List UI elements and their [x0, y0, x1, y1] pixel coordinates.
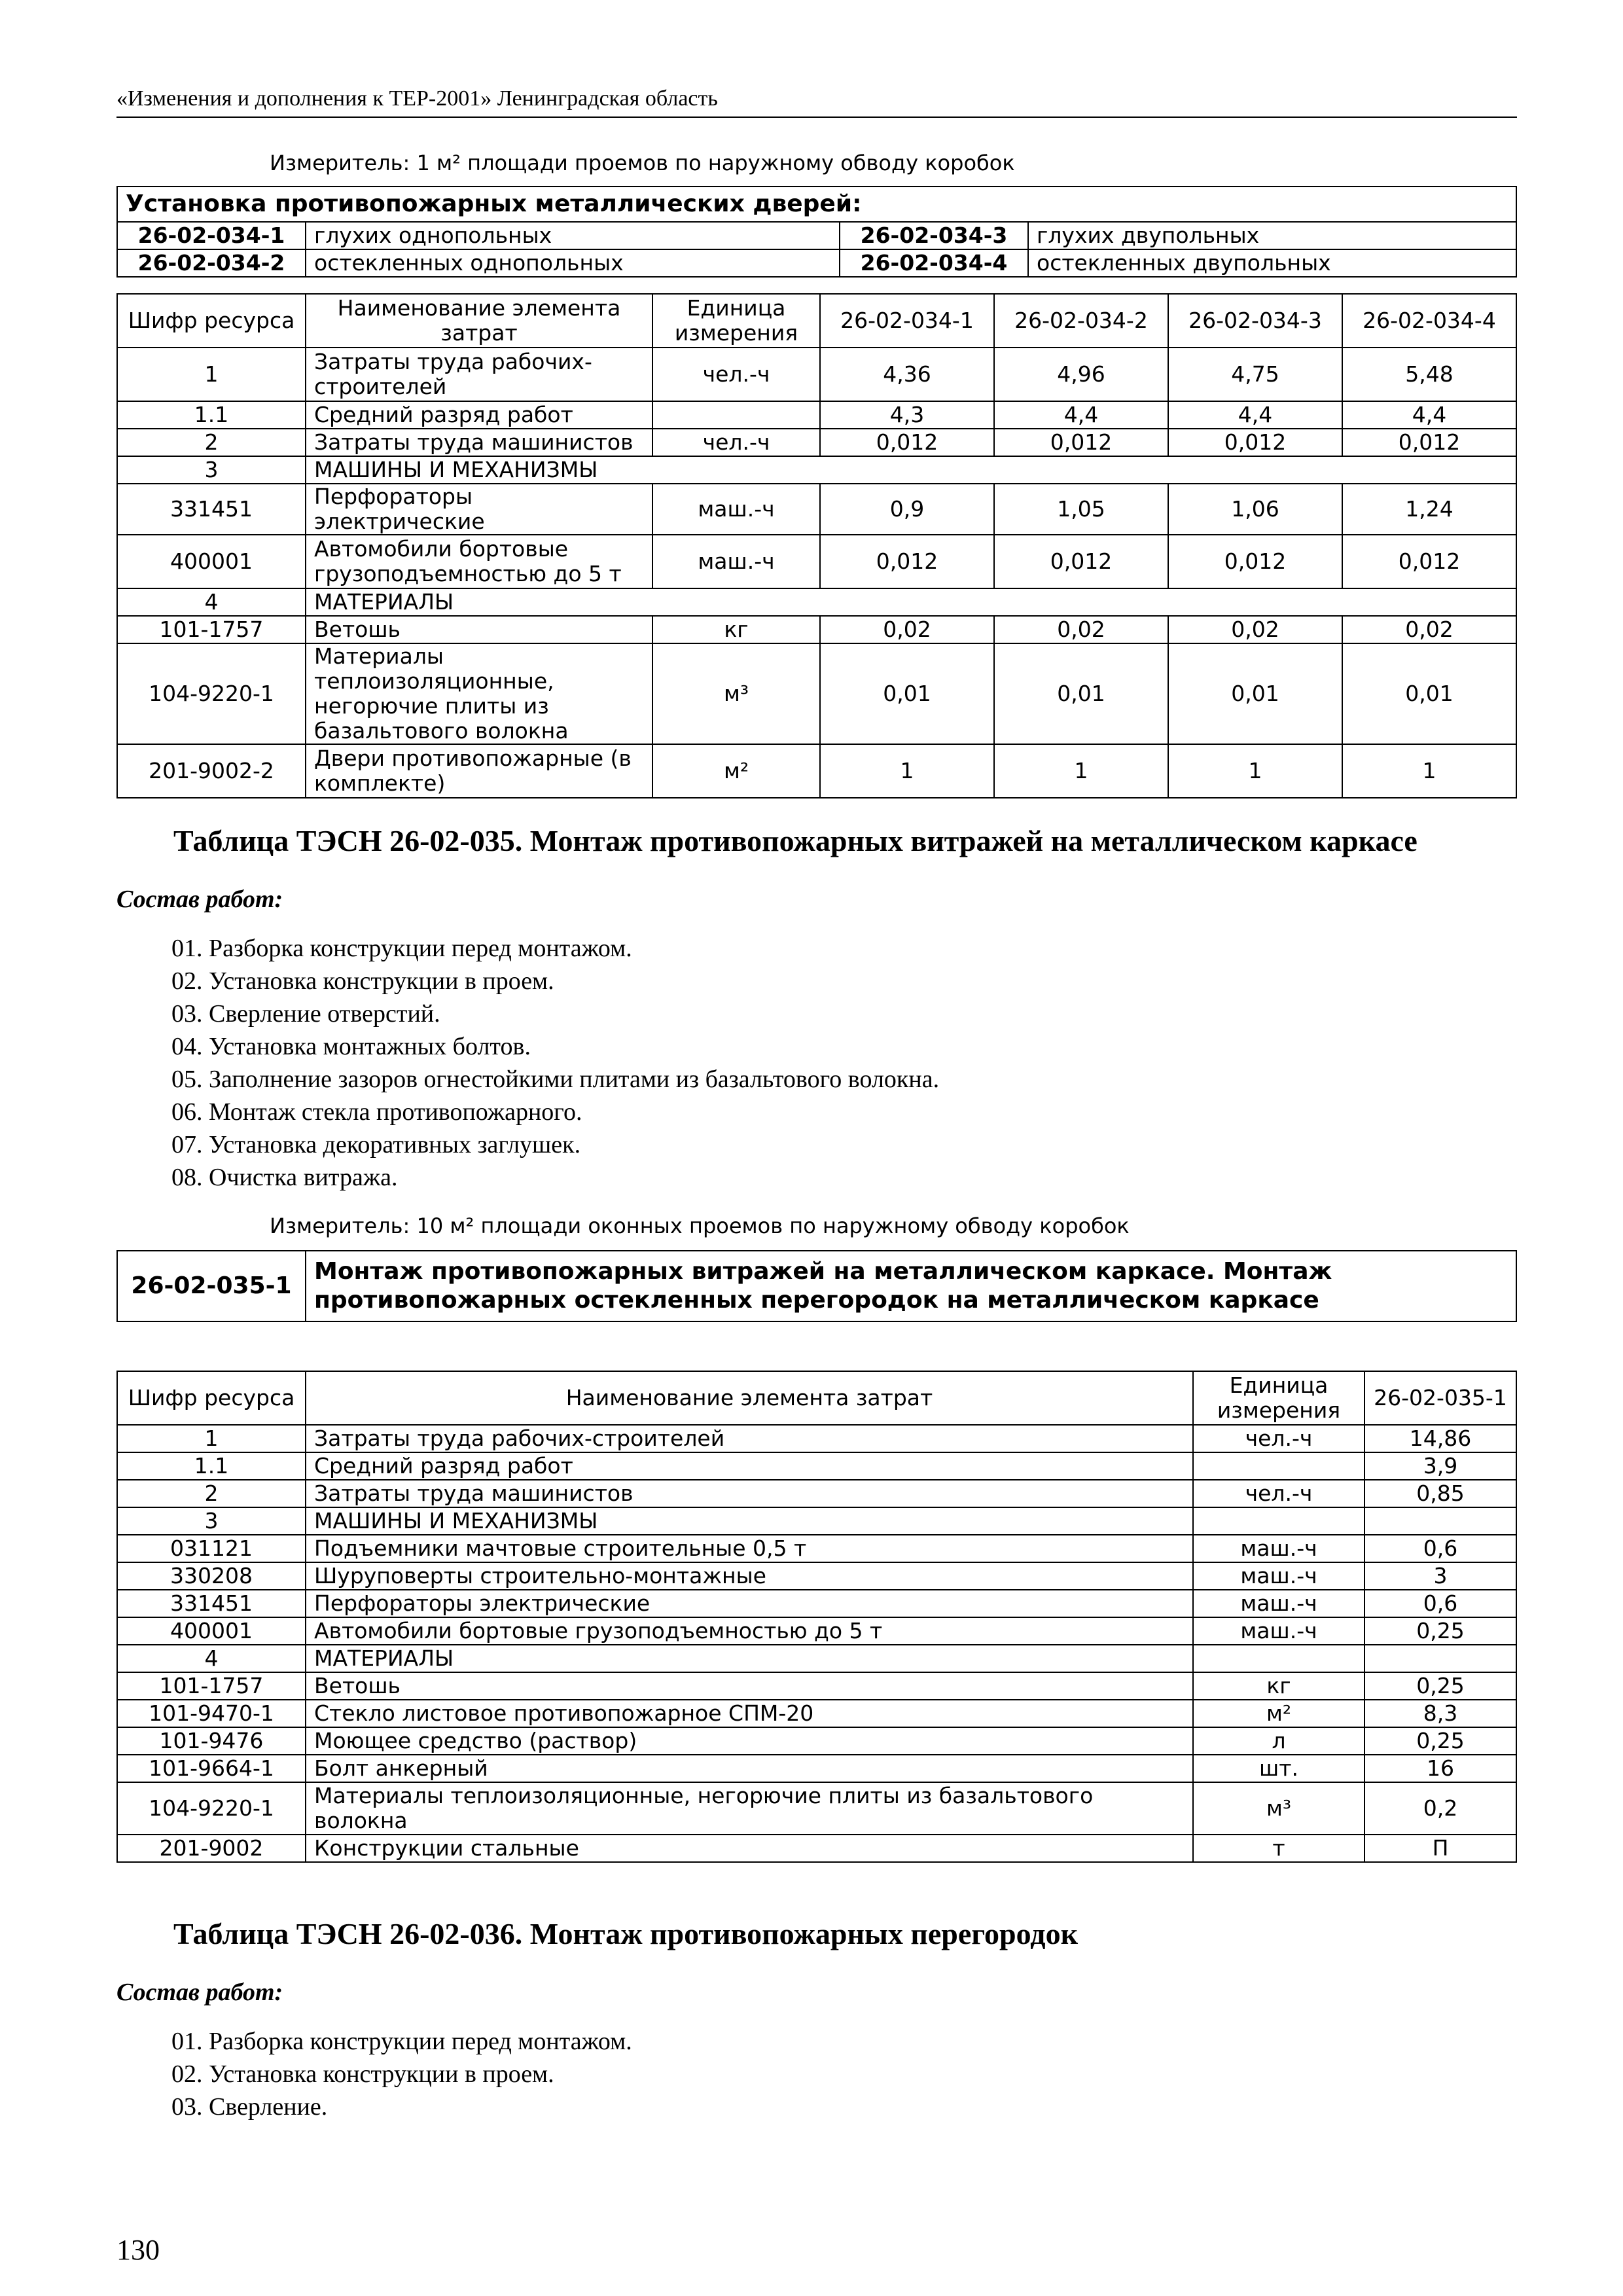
value-cell: 0,2 [1364, 1782, 1516, 1835]
table-row [117, 1727, 1516, 1755]
list-item: 02. Установка конструкции в проем. [171, 2060, 554, 2088]
column-header: Наименование элемента затрат [306, 1371, 1193, 1425]
resource-code: 331451 [117, 484, 306, 535]
table-row [117, 429, 1516, 456]
resource-name: Болт анкерный [306, 1755, 1193, 1782]
table-row [117, 1782, 1516, 1835]
table-row [117, 1452, 1516, 1480]
table-row [117, 1700, 1516, 1727]
works-list [171, 932, 939, 1194]
value-cell: 0,02 [820, 616, 994, 643]
value-cell: 0,012 [1168, 429, 1342, 456]
code-name-cell: глухих двупольных [1028, 222, 1516, 249]
resource-name: Перфораторы электрические [306, 1590, 1193, 1617]
resource-unit: чел.-ч [1193, 1480, 1364, 1507]
value-cell: 0,9 [820, 484, 994, 535]
resource-name: Перфораторы электрические [306, 484, 652, 535]
resource-code: 101-9476 [117, 1727, 306, 1755]
resource-unit: чел.-ч [1193, 1425, 1364, 1452]
resource-unit [1193, 1507, 1364, 1535]
resource-unit [1193, 1452, 1364, 1480]
table-row [117, 348, 1516, 401]
value-cell: 8,3 [1364, 1700, 1516, 1727]
value-cell: 16 [1364, 1755, 1516, 1782]
resource-code: 201-9002-2 [117, 744, 306, 798]
code-cell: 26-02-034-3 [840, 222, 1028, 249]
column-header: 26-02-034-1 [820, 294, 994, 348]
table-034-resources [116, 293, 1517, 798]
value-cell: 5,48 [1342, 348, 1516, 401]
resource-code: 101-9664-1 [117, 1755, 306, 1782]
value-cell: 0,25 [1364, 1727, 1516, 1755]
value-cell: 0,012 [1342, 429, 1516, 456]
resource-unit: м³ [1193, 1782, 1364, 1835]
column-header: Наименование элемента затрат [306, 294, 652, 348]
table-row [117, 1835, 1516, 1862]
meter-label-2: Измеритель: 10 м² площади оконных проемов по наружному обводу коробок [270, 1213, 1130, 1238]
column-header: 26-02-034-4 [1342, 294, 1516, 348]
table-row [117, 616, 1516, 643]
value-cell: 0,85 [1364, 1480, 1516, 1507]
resource-name: Затраты труда рабочих-строителей [306, 1425, 1193, 1452]
value-cell: 1 [994, 744, 1168, 798]
value-cell: 0,012 [820, 535, 994, 588]
value-cell: 0,012 [994, 429, 1168, 456]
code-cell: 26-02-034-1 [117, 222, 306, 249]
resource-unit: т [1193, 1835, 1364, 1862]
resource-code: 2 [117, 1480, 306, 1507]
table-row [117, 1480, 1516, 1507]
list-item: 07. Установка декоративных заглушек. [171, 1131, 581, 1158]
resource-code: 3 [117, 456, 306, 484]
resource-name: Затраты труда машинистов [306, 1480, 1193, 1507]
column-header: 26-02-034-3 [1168, 294, 1342, 348]
resource-unit: м³ [652, 643, 820, 744]
resource-name: Ветошь [306, 1672, 1193, 1700]
value-cell: 0,6 [1364, 1590, 1516, 1617]
resource-code: 104-9220-1 [117, 643, 306, 744]
table-row [117, 1645, 1516, 1672]
code-cell: 26-02-034-2 [117, 249, 306, 277]
value-cell: 0,25 [1364, 1672, 1516, 1700]
works-list [171, 2025, 632, 2123]
resource-unit [1193, 1645, 1364, 1672]
resource-name: Конструкции стальные [306, 1835, 1193, 1862]
resource-code: 101-1757 [117, 1672, 306, 1700]
resource-unit: м² [652, 744, 820, 798]
value-cell: 0,01 [1342, 643, 1516, 744]
code-name-cell: остекленных однопольных [306, 249, 840, 277]
value-cell: 0,25 [1364, 1617, 1516, 1645]
section-name: МАШИНЫ И МЕХАНИЗМЫ [306, 456, 1516, 484]
list-item: 01. Разборка конструкции перед монтажом. [171, 935, 632, 962]
resource-name: Материалы теплоизоляционные, негорючие плиты из базальтового волокна [306, 1782, 1193, 1835]
resource-unit: м² [1193, 1700, 1364, 1727]
table-row [117, 1590, 1516, 1617]
resource-name: Двери противопожарные (в комплекте) [306, 744, 652, 798]
value-cell: 1 [820, 744, 994, 798]
resource-name: Автомобили бортовые грузоподъемностью до 5 т [306, 1617, 1193, 1645]
banner-text: Монтаж противопожарных витражей на металлическом каркасе. Монтаж противопожарных остекленных перегородок на металлическом каркасе [306, 1251, 1516, 1321]
table-row [117, 643, 1516, 744]
value-cell: 0,02 [1342, 616, 1516, 643]
resource-unit: чел.-ч [652, 429, 820, 456]
resource-code: 4 [117, 1645, 306, 1672]
section-title: Таблица ТЭСН 26-02-035. Монтаж противопожарных витражей на металлическом каркасе [173, 824, 1418, 857]
value-cell: 3 [1364, 1562, 1516, 1590]
value-cell: 4,4 [1342, 401, 1516, 429]
resource-unit: маш.-ч [1193, 1562, 1364, 1590]
section-name: МАТЕРИАЛЫ [306, 1645, 1193, 1672]
list-item: 02. Установка конструкции в проем. [171, 967, 554, 995]
column-header: Шифр ресурса [117, 294, 306, 348]
value-cell: 0,6 [1364, 1535, 1516, 1562]
value-cell: 4,3 [820, 401, 994, 429]
value-cell: 1,05 [994, 484, 1168, 535]
value-cell: 4,96 [994, 348, 1168, 401]
table-row [117, 1672, 1516, 1700]
section-title: Таблица ТЭСН 26-02-036. Монтаж противопожарных перегородок [173, 1917, 1079, 1950]
table-title: Установка противопожарных металлических дверей: [117, 187, 1516, 222]
code-name-cell: глухих однопольных [306, 222, 840, 249]
value-cell: П [1364, 1835, 1516, 1862]
resource-code: 104-9220-1 [117, 1782, 306, 1835]
resource-unit [652, 401, 820, 429]
value-cell: 0,01 [994, 643, 1168, 744]
table-row [117, 1425, 1516, 1452]
list-item: 05. Заполнение зазоров огнестойкими плитами из базальтового волокна. [171, 1066, 940, 1093]
table-row [117, 1562, 1516, 1590]
meter-label-1: Измеритель: 1 м² площади проемов по наружному обводу коробок [270, 151, 1015, 175]
resource-code: 1 [117, 348, 306, 401]
value-cell: 0,01 [820, 643, 994, 744]
value-cell: 0,012 [994, 535, 1168, 588]
value-cell: 0,02 [994, 616, 1168, 643]
column-header: Единица измерения [652, 294, 820, 348]
value-cell: 1 [1168, 744, 1342, 798]
resource-unit: маш.-ч [1193, 1535, 1364, 1562]
table-row [117, 456, 1516, 484]
value-cell: 0,012 [1168, 535, 1342, 588]
column-header: Единица измерения [1193, 1371, 1364, 1425]
resource-code: 400001 [117, 1617, 306, 1645]
value-cell: 1 [1342, 744, 1516, 798]
value-cell: 4,36 [820, 348, 994, 401]
list-item: 04. Установка монтажных болтов. [171, 1033, 531, 1060]
resource-code: 1.1 [117, 1452, 306, 1480]
column-header: 26-02-035-1 [1364, 1371, 1516, 1425]
resource-name: Ветошь [306, 616, 652, 643]
resource-unit: маш.-ч [1193, 1617, 1364, 1645]
list-item: 08. Очистка витража. [171, 1164, 398, 1191]
resource-unit: маш.-ч [652, 535, 820, 588]
table-header-row [117, 294, 1516, 348]
value-cell: 1,06 [1168, 484, 1342, 535]
resource-code: 330208 [117, 1562, 306, 1590]
composition-label: Состав работ: [116, 886, 283, 913]
resource-code: 201-9002 [117, 1835, 306, 1862]
resource-code: 400001 [117, 535, 306, 588]
list-item: 06. Монтаж стекла противопожарного. [171, 1098, 582, 1126]
value-cell: 4,4 [994, 401, 1168, 429]
value-cell: 14,86 [1364, 1425, 1516, 1452]
section-name: МАТЕРИАЛЫ [306, 588, 1516, 616]
table-row [117, 484, 1516, 535]
column-header: Шифр ресурса [117, 1371, 306, 1425]
value-cell: 4,4 [1168, 401, 1342, 429]
table-row [117, 588, 1516, 616]
table-row [117, 1617, 1516, 1645]
code-cell: 26-02-034-4 [840, 249, 1028, 277]
table-header-row [117, 1371, 1516, 1425]
resource-code: 2 [117, 429, 306, 456]
value-cell: 3,9 [1364, 1452, 1516, 1480]
table-row [117, 1755, 1516, 1782]
table-035-resources [116, 1371, 1517, 1863]
resource-code: 331451 [117, 1590, 306, 1617]
resource-code: 101-9470-1 [117, 1700, 306, 1727]
resource-name: Средний разряд работ [306, 401, 652, 429]
table-row [117, 744, 1516, 798]
table-035-banner [116, 1250, 1517, 1322]
resource-name: Стекло листовое противопожарное СПМ-20 [306, 1700, 1193, 1727]
resource-code: 4 [117, 588, 306, 616]
resource-name: Материалы теплоизоляционные, негорючие плиты из базальтового волокна [306, 643, 652, 744]
list-item: 03. Сверление. [171, 2093, 328, 2121]
resource-name: Затраты труда рабочих-строителей [306, 348, 652, 401]
composition-label: Состав работ: [116, 1979, 283, 2006]
resource-code: 101-1757 [117, 616, 306, 643]
table-row [117, 1507, 1516, 1535]
resource-unit: маш.-ч [1193, 1590, 1364, 1617]
value-cell: 0,012 [820, 429, 994, 456]
resource-code: 3 [117, 1507, 306, 1535]
value-cell: 0,01 [1168, 643, 1342, 744]
resource-name: Автомобили бортовые грузоподъемностью до 5 т [306, 535, 652, 588]
list-item: 03. Сверление отверстий. [171, 1000, 440, 1028]
page-number: 130 [116, 2234, 160, 2266]
resource-name: Средний разряд работ [306, 1452, 1193, 1480]
resource-name: Подъемники мачтовые строительные 0,5 т [306, 1535, 1193, 1562]
code-name-cell: остекленных двупольных [1028, 249, 1516, 277]
column-header: 26-02-034-2 [994, 294, 1168, 348]
resource-name: Затраты труда машинистов [306, 429, 652, 456]
table-row [117, 535, 1516, 588]
table-034-codes [116, 186, 1517, 278]
table-row [117, 1535, 1516, 1562]
resource-unit: маш.-ч [652, 484, 820, 535]
resource-unit: кг [652, 616, 820, 643]
banner-code: 26-02-035-1 [117, 1251, 306, 1321]
list-item: 01. Разборка конструкции перед монтажом. [171, 2028, 632, 2055]
value-cell [1364, 1507, 1516, 1535]
resource-code: 031121 [117, 1535, 306, 1562]
resource-code: 1.1 [117, 401, 306, 429]
resource-unit: шт. [1193, 1755, 1364, 1782]
resource-code: 1 [117, 1425, 306, 1452]
resource-name: Моющее средство (раствор) [306, 1727, 1193, 1755]
resource-unit: чел.-ч [652, 348, 820, 401]
running-header: «Изменения и дополнения к ТЕР-2001» Ленинградская область [116, 86, 1517, 118]
value-cell: 1,24 [1342, 484, 1516, 535]
resource-unit: л [1193, 1727, 1364, 1755]
table-row [117, 401, 1516, 429]
value-cell: 0,02 [1168, 616, 1342, 643]
section-name: МАШИНЫ И МЕХАНИЗМЫ [306, 1507, 1193, 1535]
value-cell: 4,75 [1168, 348, 1342, 401]
value-cell [1364, 1645, 1516, 1672]
value-cell: 0,012 [1342, 535, 1516, 588]
resource-unit: кг [1193, 1672, 1364, 1700]
resource-name: Шуруповерты строительно-монтажные [306, 1562, 1193, 1590]
